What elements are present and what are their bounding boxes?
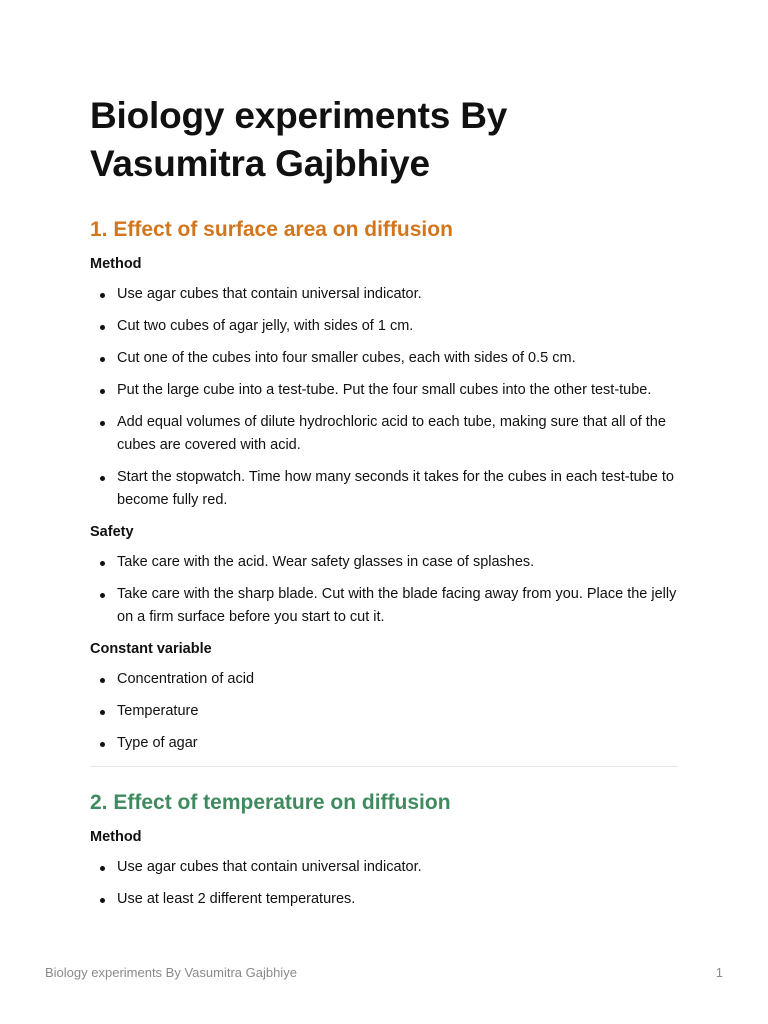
list-item-text: Use agar cubes that contain universal indicator.: [117, 859, 422, 875]
list-item-text: Take care with the acid. Wear safety glasses in case of splashes.: [117, 554, 535, 570]
constant-variable-label: Constant variable: [90, 641, 212, 657]
list-item: [90, 551, 678, 574]
method-label: Method: [90, 256, 142, 272]
page-number: 1: [715, 965, 723, 980]
section-surface-area: [90, 216, 678, 755]
list-item: [90, 283, 678, 306]
constant-variable-list: [90, 668, 678, 755]
list-item: [90, 347, 678, 370]
list-item: [90, 856, 678, 879]
bullet-icon: [100, 898, 105, 903]
list-item-text: Start the stopwatch. Time how many seconds it takes for the cubes in each test-tube to become fully red.: [117, 469, 674, 508]
list-item-text: Add equal volumes of dilute hydrochloric acid to each tube, making sure that all of the cubes are covered with acid.: [117, 414, 666, 453]
bullet-icon: [100, 866, 105, 871]
bullet-icon: [100, 678, 105, 683]
safety-list: [90, 551, 678, 629]
list-item: [90, 583, 678, 629]
bullet-icon: [100, 593, 105, 598]
list-item: [90, 379, 678, 402]
list-item-text: Temperature: [117, 703, 199, 719]
list-item: [90, 466, 678, 512]
method-list: [90, 283, 678, 512]
list-item: [90, 888, 678, 911]
section-divider: [90, 766, 678, 767]
document-body: [90, 92, 678, 911]
list-item: [90, 315, 678, 338]
list-item: [90, 700, 678, 723]
bullet-icon: [100, 421, 105, 426]
bullet-icon: [100, 293, 105, 298]
list-item-text: Cut two cubes of agar jelly, with sides of 1 cm.: [117, 318, 414, 334]
list-item-text: Concentration of acid: [117, 671, 255, 687]
list-item-text: Take care with the sharp blade. Cut with the blade facing away from you. Place the jelly on a firm surface before you start to cut it.: [117, 586, 677, 625]
bullet-icon: [100, 357, 105, 362]
method-label: Method: [90, 829, 142, 845]
list-item-text: Type of agar: [117, 735, 198, 751]
bullet-icon: [100, 476, 105, 481]
list-item: [90, 668, 678, 691]
list-item-text: Use agar cubes that contain universal indicator.: [117, 286, 422, 302]
method-list: [90, 856, 678, 911]
list-item-text: Use at least 2 different temperatures.: [117, 891, 356, 907]
footer-document-title: Biology experiments By Vasumitra Gajbhiye: [45, 965, 297, 980]
bullet-icon: [100, 325, 105, 330]
list-item: [90, 411, 678, 457]
safety-label: Safety: [90, 524, 134, 540]
list-item-text: Cut one of the cubes into four smaller cubes, each with sides of 0.5 cm.: [117, 350, 576, 366]
bullet-icon: [100, 389, 105, 394]
bullet-icon: [100, 742, 105, 747]
list-item-text: Put the large cube into a test-tube. Put the four small cubes into the other test-tube.: [117, 382, 652, 398]
section-heading: 2. Effect of temperature on diffusion: [90, 791, 451, 814]
section-heading: 1. Effect of surface area on diffusion: [90, 218, 453, 241]
bullet-icon: [100, 561, 105, 566]
document-title: Biology experiments By Vasumitra Gajbhiye: [90, 95, 508, 184]
section-temperature: [90, 789, 678, 911]
list-item: [90, 732, 678, 755]
bullet-icon: [100, 710, 105, 715]
